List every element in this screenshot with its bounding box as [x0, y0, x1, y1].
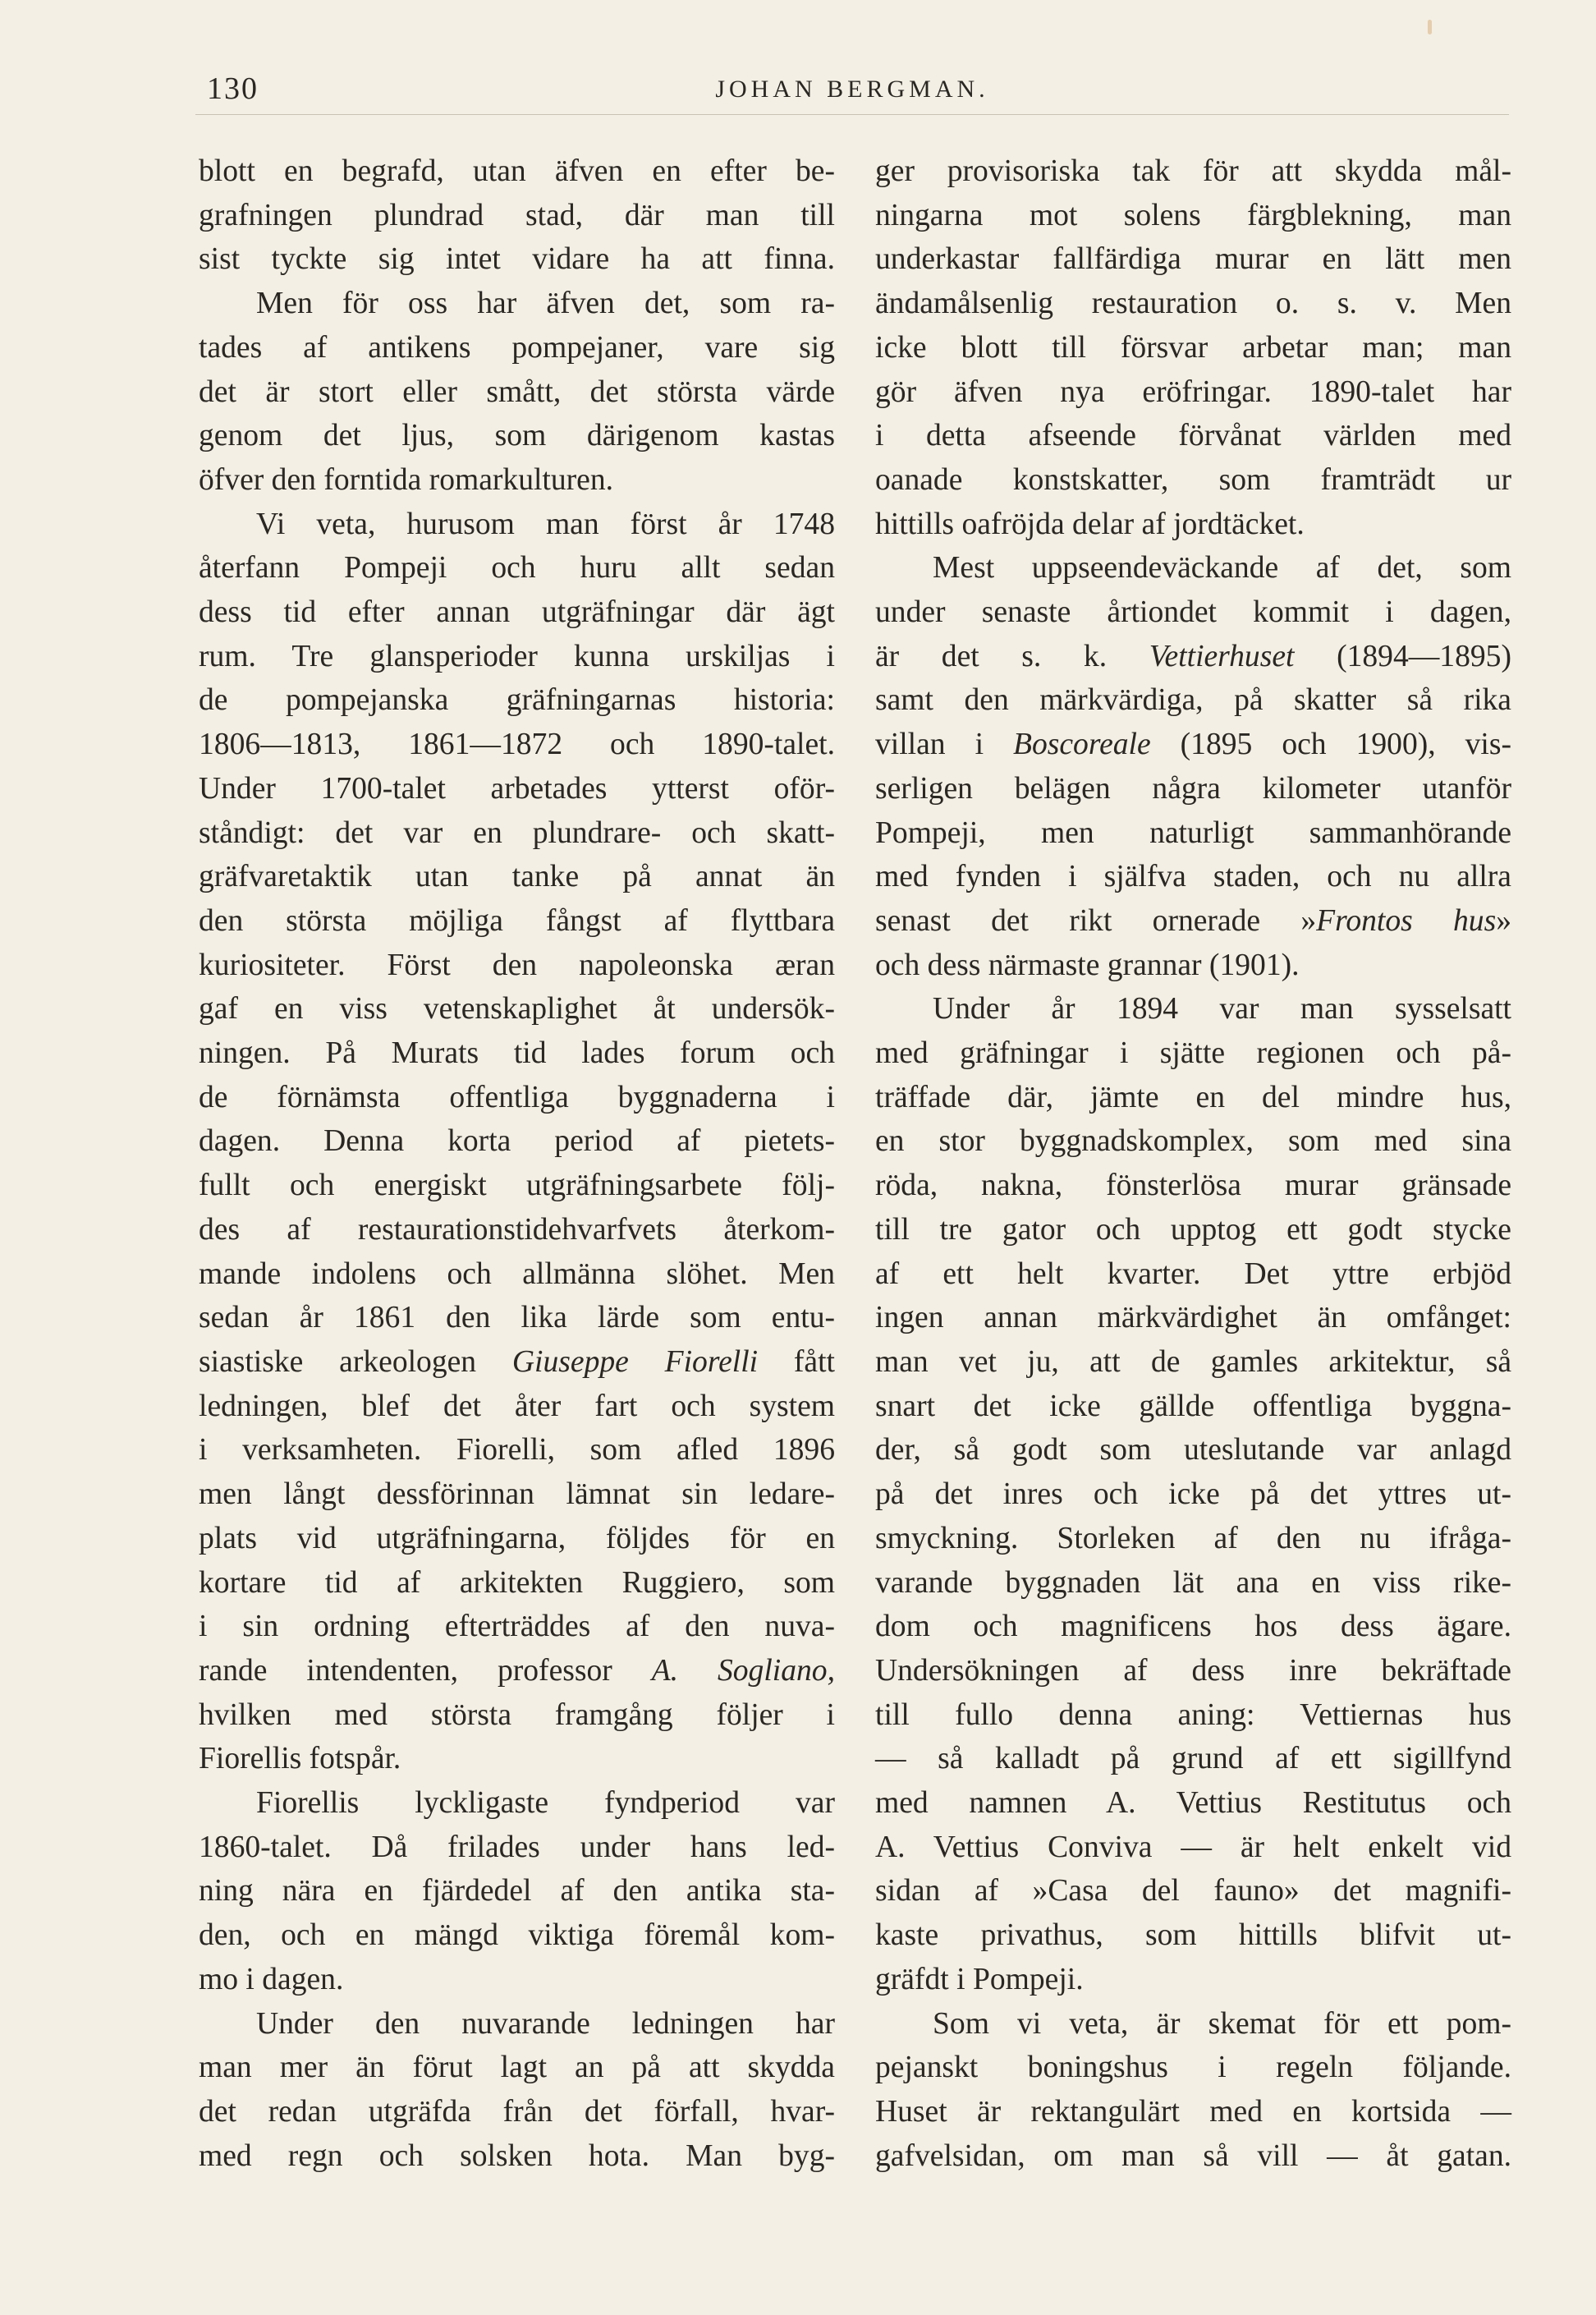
text-segment: villan i	[875, 728, 984, 762]
italic-name: Giuseppe Fiorelli	[511, 1344, 759, 1379]
text-line: till fullo denna aning: Vettiernas hus	[875, 1697, 1511, 1732]
text-segment: fått	[793, 1344, 835, 1379]
text-line: med gräfningar i sjätte regionen och på-	[875, 1036, 1511, 1071]
text-segment: (1895 och 1900), vis-	[1180, 728, 1511, 762]
text-line: Under år 1894 var man sysselsatt	[933, 992, 1511, 1027]
text-segment: »	[1496, 903, 1511, 938]
text-line: underkastar fallfärdiga murar en lätt men	[875, 242, 1511, 277]
text-segment: senast det rikt ornerade »	[875, 903, 1317, 938]
left-column	[199, 149, 835, 2178]
text-line: varande byggnaden lät ana en viss rike-	[875, 1565, 1511, 1600]
text-line: kaste privathus, som hittills blifvit ut-	[875, 1918, 1511, 1953]
text-line: — så kalladt på grund af ett sigillfynd	[875, 1742, 1511, 1776]
text-line: gafvelsidan, om man så vill — åt gatan.	[875, 2138, 1511, 2173]
text-line: gräfdt i Pompeji.	[875, 1962, 1084, 1996]
text-line: återfann Pompeji och huru allt sedan	[199, 551, 835, 586]
text-segment: (1894—1895)	[1337, 639, 1511, 673]
text-line: snart det icke gällde offentliga byggna-	[875, 1389, 1511, 1423]
text-line: Som vi veta, är skemat för ett pom-	[933, 2006, 1511, 2041]
text-line: hittills oafröjda delar af jordtäcket.	[875, 507, 1305, 541]
text-line: Mest uppseendeväckande af det, som	[933, 551, 1511, 586]
text-line: Huset är rektangulärt med en kortsida —	[875, 2094, 1511, 2129]
text-line: serligen belägen några kilometer utanför	[875, 771, 1511, 806]
text-line: med fynden i själfva staden, och nu allra	[875, 860, 1511, 894]
text-line: ningarna mot solens färgblekning, man	[875, 198, 1511, 232]
text-line: ning nära en fjärdedel af den antika sta-	[199, 1874, 835, 1908]
text-line	[875, 723, 1511, 767]
text-line	[199, 1340, 835, 1385]
text-line: ledningen, blef det åter fart och system	[199, 1389, 835, 1423]
text-line: des af restaurationstidehvarfvets återkom-	[199, 1212, 835, 1247]
page-number: 130	[207, 71, 259, 106]
italic-name: A. Sogliano,	[651, 1653, 835, 1688]
text-line: kortare tid af arkitekten Ruggiero, som	[199, 1565, 835, 1600]
text-line: och dess närmaste grannar (1901).	[875, 948, 1300, 982]
text-line: i detta afseende förvånat världen med	[875, 419, 1511, 453]
text-line: Fiorellis fotspår.	[199, 1742, 401, 1776]
text-line: öfver den forntida romarkulturen.	[199, 462, 614, 497]
text-line: mo i dagen.	[199, 1962, 344, 1996]
text-segment: siastiske arkeologen	[199, 1344, 477, 1379]
text-line: sist tyckte sig intet vidare ha att finna.	[199, 242, 835, 277]
text-line: till tre gator och upptog ett godt stycke	[875, 1212, 1511, 1247]
italic-name: Boscoreale	[1013, 728, 1151, 762]
text-line: sedan år 1861 den lika lärde som entu-	[199, 1301, 835, 1335]
text-line: gräfvaretaktik utan tanke på annat än	[199, 860, 835, 894]
text-line: blott en begrafd, utan äfven en efter be-	[199, 154, 835, 188]
text-line: mande indolens och allmänna slöhet. Men	[199, 1256, 835, 1291]
text-line: af ett helt kvarter. Det yttre erbjöd	[875, 1256, 1511, 1291]
text-line: dess tid efter annan utgräfningar där ägt	[199, 595, 835, 630]
text-line: Under 1700-talet arbetades ytterst oför-	[199, 771, 835, 806]
italic-name: Frontos hus	[1316, 903, 1497, 938]
text-line: träffade där, jämte en del mindre hus,	[875, 1080, 1511, 1114]
text-line: 1806—1813, 1861—1872 och 1890-talet.	[199, 728, 835, 762]
text-line: sidan af »Casa del fauno» det magnifi-	[875, 1874, 1511, 1908]
text-line: ändamålsenlig restauration o. s. v. Men	[875, 287, 1511, 321]
text-line	[199, 1649, 835, 1693]
text-line: den, och en mängd viktiga föremål kom-	[199, 1918, 835, 1953]
text-line: Pompeji, men naturligt sammanhörande	[875, 815, 1511, 850]
text-line: fullt och energiskt utgräfningsarbete följ-	[199, 1169, 835, 1203]
text-line: dagen. Denna korta period af pietets-	[199, 1124, 835, 1159]
text-line: man mer än förut lagt an på att skydda	[199, 2051, 835, 2085]
text-line: ståndigt: det var en plundrare- och skatt-	[199, 815, 835, 850]
text-line: Fiorellis lyckligaste fyndperiod var	[256, 1786, 835, 1821]
text-line: de förnämsta offentliga byggnaderna i	[199, 1080, 835, 1114]
header-rule	[195, 114, 1509, 115]
text-line: den största möjliga fångst af flyttbara	[199, 903, 835, 938]
text-line: under senaste årtiondet kommit i dagen,	[875, 595, 1511, 630]
text-line: gaf en viss vetenskaplighet åt undersök-	[199, 992, 835, 1027]
text-line: oanade konstskatter, som framträdt ur	[875, 462, 1511, 497]
text-line: det är stort eller smått, det största värde	[199, 374, 835, 409]
text-line: smyckning. Storleken af den nu ifråga-	[875, 1521, 1511, 1555]
text-line: plats vid utgräfningarna, följdes för en	[199, 1521, 835, 1555]
text-line: röda, nakna, fönsterlösa murar gränsade	[875, 1169, 1511, 1203]
text-line: ger provisoriska tak för att skydda mål-	[875, 154, 1511, 188]
text-line: man vet ju, att de gamles arkitektur, så	[875, 1344, 1511, 1379]
page-header	[195, 71, 1509, 120]
text-line	[875, 899, 1511, 944]
text-line: i verksamheten. Fiorelli, som afled 1896	[199, 1433, 835, 1468]
text-line: pejanskt boningshus i regeln följande.	[875, 2051, 1511, 2085]
text-line: Under den nuvarande ledningen har	[256, 2006, 835, 2041]
text-line: Vi veta, hurusom man först år 1748	[256, 507, 835, 541]
text-segment: rande intendenten, professor	[199, 1653, 612, 1688]
text-line: Men för oss har äfven det, som ra-	[256, 287, 835, 321]
text-line: kuriositeter. Först den napoleonska æran	[199, 948, 835, 982]
text-segment: är det s. k.	[875, 639, 1108, 673]
text-line: med regn och solsken hota. Man byg-	[199, 2138, 835, 2173]
right-column	[875, 149, 1511, 2178]
text-line: tades af antikens pompejaner, vare sig	[199, 330, 835, 365]
text-line	[875, 635, 1511, 679]
italic-name: Vettierhuset	[1149, 639, 1295, 673]
text-line: A. Vettius Conviva — är helt enkelt vid	[875, 1830, 1511, 1864]
text-line: Undersökningen af dess inre bekräftade	[875, 1653, 1511, 1688]
text-line: grafningen plundrad stad, där man till	[199, 198, 835, 232]
text-line: gör äfven nya eröfringar. 1890-talet har	[875, 374, 1511, 409]
text-line: icke blott till försvar arbetar man; man	[875, 330, 1511, 365]
text-line: men långt dessförinnan lämnat sin ledare-	[199, 1477, 835, 1512]
ink-mark	[1428, 20, 1432, 34]
text-line: en stor byggnadskomplex, som med sina	[875, 1124, 1511, 1159]
text-line: dom och magnificens hos dess ägare.	[875, 1610, 1511, 1644]
text-line: på det inres och icke på det yttres ut-	[875, 1477, 1511, 1512]
text-line: genom det ljus, som därigenom kastas	[199, 419, 835, 453]
running-head: JOHAN BERGMAN.	[715, 76, 989, 103]
text-line: ingen annan märkvärdighet än omfånget:	[875, 1301, 1511, 1335]
text-line: i sin ordning efterträddes af den nuva-	[199, 1610, 835, 1644]
text-line: rum. Tre glansperioder kunna urskiljas i	[199, 639, 835, 673]
text-line: samt den märkvärdiga, på skatter så rika	[875, 683, 1511, 718]
text-line: det redan utgräfda från det förfall, hvar-	[199, 2094, 835, 2129]
text-line: 1860-talet. Då frilades under hans led-	[199, 1830, 835, 1864]
text-line: der, så godt som uteslutande var anlagd	[875, 1433, 1511, 1468]
text-line: ningen. På Murats tid lades forum och	[199, 1036, 835, 1071]
text-line: de pompejanska gräfningarnas historia:	[199, 683, 835, 718]
text-line: hvilken med största framgång följer i	[199, 1697, 835, 1732]
text-line: med namnen A. Vettius Restitutus och	[875, 1786, 1511, 1821]
